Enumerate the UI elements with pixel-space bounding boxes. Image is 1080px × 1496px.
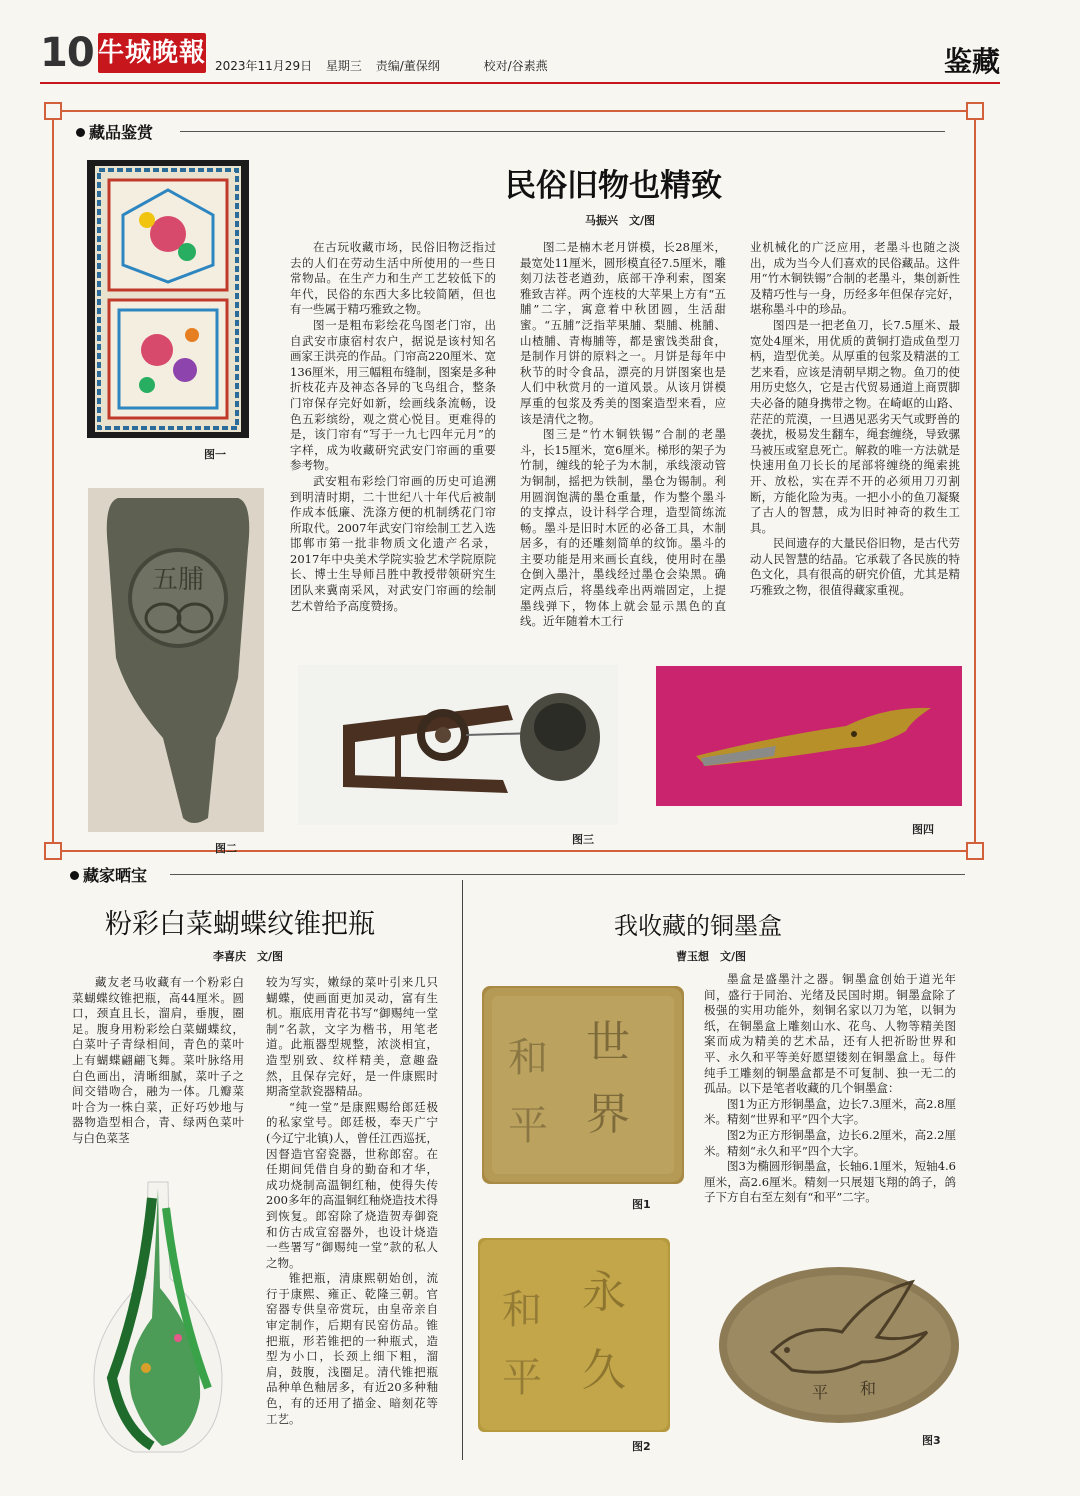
inkbox-2-char-4: 平	[502, 1355, 542, 1401]
article-byline-vase: 李喜庆 文/图	[213, 950, 284, 963]
inkbox-1-char-1: 世	[586, 1017, 630, 1068]
inkbox-3-char-1: 和	[860, 1379, 877, 1398]
caption-inkbox-2: 图2	[632, 1440, 651, 1453]
section-label: 鉴藏	[943, 45, 1000, 78]
inkbox-2-char-2: 久	[582, 1345, 626, 1396]
header-rule	[40, 82, 1000, 84]
bullet-icon	[76, 128, 85, 137]
article-col-2: 图二是楠木老月饼模，长28厘米，最宽处11厘米，圆形模直径7.5厘米，雕刻刀法苍老遒劲，底部干净利索，图案雅致吉祥。两个连枝的大苹果上方有“五脯”二字，寓意着中秋团圆，生活甜蜜。“五脯”泛指苹果脯、梨脯、桃脯、山楂脯、青梅脯等，都是蜜饯类甜食，是制作月饼的原料之一。月饼是每年中秋节的时令食品，漂亮的月饼图案也是人们中秋赏月的一道风景。从该月饼模厚重的包浆及秀美的图案造型来看，应该是清代之物。 图三是“竹木铜铁锡”合制的老墨斗，长15厘米，宽6厘米。梯形的架子为竹制，缠线的轮子为木制，承线滚动管为铜制，摇把为铁制，墨仓为锡制。利用圆润饱满的墨仓重量，作为整个墨斗的支撑点，设计科学合理，造型简练流畅。墨斗是旧时木匠的必备工具，木制居多，有的还雕刻简单的纹饰。墨斗的主要功能是用来画长直线，使用时在墨仓倒入墨汁，墨线经过墨仓会染黑。确定两点后，将墨线牵出两端固定，上提墨线弹下，物体上就会显示黑色的直线。近年随着木工行	[520, 240, 726, 629]
inkbox-2-char-3: 和	[502, 1287, 542, 1333]
section-rule-bottom	[170, 874, 965, 875]
vase-col-2: 较为写实，嫩绿的菜叶引来几只蝴蝶，使画面更加灵动，富有生机。瓶底用青花书写“御赐纯一堂制”名款，文字为楷书，用笔老道。此瓶器型规整，浓淡相宜，造型别致、纹样精美，意趣盎然，且保存完好，是一件康熙时期斋堂款瓷器精品。 “纯一堂”是康熙赐给郎廷极的私家堂号。郎廷极，奉天广宁(今辽宁北镇)人，曾任江西巡抚，因督造官窑瓷器，世称郎窑。在任期间凭借自身的勤奋和才华，成功烧制高温铜红釉，使得失传200多年的高温铜红釉烧造技术得到恢复。郎窑除了烧造贺寿御瓷和仿古成宣窑器外，也设计烧造一些署写“御赐纯一堂”款的私人之物。 锥把瓶，清康熙朝始创，流行于康熙、雍正、乾隆三朝。官窑器专供皇帝赏玩，由皇帝亲自审定制作，后期有民窑仿品。锥把瓶，形若锥把的一种瓶式，造型为小口，长颈上细下粗，溜肩，鼓腹，浅圈足。清代锥把瓶品种单色釉居多，有近20多种釉色，有的还用了描金、暗刻花等工艺。	[266, 975, 438, 1426]
bullet-icon	[70, 871, 79, 880]
caption-inkbox-3: 图3	[922, 1434, 941, 1447]
inkbox-3-char-2: 平	[812, 1383, 829, 1402]
caption-inkbox-1: 图1	[632, 1198, 651, 1211]
svg-text:五脯: 五脯	[151, 565, 205, 595]
caption-fig-2: 图二	[215, 842, 237, 855]
editor-credit: 责编/董保纲	[375, 59, 440, 73]
frame-corner-tl	[44, 102, 62, 120]
inkbox-2-char-1: 永	[582, 1267, 626, 1318]
figure-2-mooncake-mold	[88, 488, 264, 832]
frame-corner-bl	[44, 842, 62, 860]
article-byline-inkbox: 曹玉想 文/图	[676, 950, 747, 963]
masthead-logo: 牛城晚報	[98, 33, 206, 73]
caption-fig-3: 图三	[572, 833, 594, 846]
figure-inkbox-1	[482, 986, 684, 1184]
inkbox-col: 墨盒是盛墨汁之器。铜墨盒创始于道光年间，盛行于同治、光绪及民国时期。铜墨盒除了极强的实用功能外，刻铜名家以刀为笔，以铜为纸，在铜墨盒上雕刻山水、花鸟、人物等精美图案而成为精美的艺术品，还有人把祈盼世界和平、永久和平等美好愿望镂刻在铜墨盒上。每件纯手工雕刻的铜墨盒都是不可复制、独一无二的孤品。以下是笔者收藏的几个铜墨盒： 图1为正方形铜墨盒，边长7.3厘米，高2.8厘米。精刻“世界和平”四个大字。 图2为正方形铜墨盒，边长6.2厘米，高2.2厘米。精刻“永久和平”四个大字。 图3为椭圆形铜墨盒，长轴6.1厘米，短轴4.6厘米，高2.6厘米。精刻一只展翅飞翔的鸽子，鸽子下方自右至左刻有“和平”二字。	[704, 972, 956, 1205]
article-title-inkbox: 我收藏的铜墨盒	[614, 912, 782, 940]
issue-date: 2023年11月29日	[215, 59, 313, 73]
section-head-collection: 藏品鉴赏	[70, 120, 159, 143]
issue-weekday: 星期三	[325, 59, 362, 73]
caption-fig-1: 图一	[204, 448, 226, 461]
frame-corner-tr	[966, 102, 984, 120]
article-title-vase: 粉彩白菜蝴蝶纹锥把瓶	[105, 909, 375, 940]
vase-col-1: 藏友老马收藏有一个粉彩白菜蝴蝶纹锥把瓶，高44厘米。圆口，颈直且长，溜肩，垂腹，圈足。腹身用粉彩绘白菜蝴蝶纹，白菜叶子青绿相间，青色的菜叶上有蝴蝶翩翩飞舞。菜叶脉络用白色画出，清晰细腻，菜叶子之间交错吻合，融为一体。几瓣菜叶合为一株白菜，正好巧妙地与器物造型相合，青、绿两色菜叶与白色菜茎	[72, 975, 244, 1145]
section-head-showcase: 藏家晒宝	[64, 863, 153, 886]
column-divider	[462, 880, 463, 1460]
figure-3-ink-marker	[298, 665, 618, 825]
article-byline-main: 马振兴 文/图	[585, 214, 656, 227]
section-rule-top	[180, 131, 945, 132]
article-col-3: 业机械化的广泛应用，老墨斗也随之淡出，成为当今人们喜欢的民俗藏品。这件用“竹木铜铁锡”合制的老墨斗，集创新性及精巧性与一身，历经多年但保存完好，堪称墨斗中的珍品。 图四是一把老鱼刀，长7.5厘米、最宽处4厘米，用优质的黄铜打造成鱼型刀柄，造型优美。从厚重的包浆及精湛的工艺来看，应该是清朝早期之物。鱼刀的使用历史悠久，它是古代贸易通道上商贾脚夫必备的随身携带之物。在崎岖的山路、茫茫的荒漠，一旦遇见恶劣天气或野兽的袭扰，极易发生翻车，绳套缠绕，导致骡马被压或窒息死亡。解救的唯一方法就是快速用鱼刀长长的尾部将缠绕的绳索挑开、放松，实在弄不开的必须用刀刃割断，方能化险为夷。一把小小的鱼刀凝聚了古人的智慧，成为旧时神奇的救生工具。 民间遗存的大量民俗旧物，是古代劳动人民智慧的结晶。它承载了各民族的特色文化，具有很高的研究价值，尤其是精巧雅致之物，很值得藏家重视。	[750, 240, 960, 598]
figure-inkbox-3	[712, 1262, 966, 1428]
article-title-main: 民俗旧物也精致	[505, 168, 722, 204]
figure-inkbox-2	[478, 1238, 670, 1432]
inkbox-1-char-4: 平	[508, 1103, 548, 1149]
inkbox-1-char-2: 界	[586, 1089, 630, 1140]
page-number: 10	[40, 30, 94, 76]
header-meta	[215, 57, 558, 74]
figure-vase	[82, 1178, 234, 1460]
proofreader-credit: 校对/谷素燕	[483, 59, 548, 73]
inkbox-1-char-3: 和	[508, 1035, 548, 1081]
figure-4-fish-knife	[656, 666, 962, 806]
figure-1-curtain	[87, 160, 249, 438]
caption-fig-4: 图四	[912, 823, 934, 836]
article-col-1: 在古玩收藏市场，民俗旧物泛指过去的人们在劳动生活中所使用的一些日常物品。在生产力和生产工艺较低下的年代，民俗的东西大多比较简陋，但也有一些属于精巧雅致之物。 图一是粗布彩绘花鸟图老门帘，出自武安市康宿村农户，据说是该村知名画家王洪亮的作品。门帘高220厘米、宽136厘米，用三幅粗布缝制，图案是多种折枝花卉及神态各异的飞鸟组合，整条门帘保存完好如新，绘画线条流畅，设色五彩缤纷，观之赏心悦目。更难得的是，该门帘有“写于一九七四年元月”的字样，成为收藏研究武安门帘画的重要参考物。 武安粗布彩绘门帘画的历史可追溯到明清时期，二十世纪八十年代后被制作成本低廉、洗涤方便的机制绣花门帘所取代。2007年武安门帘绘制工艺入选邯郸市第一批非物质文化遗产名录，2017年中央美术学院实验艺术学院原院长、博士生导师吕胜中教授带领研究生团队来冀南采风，对武安门帘画的绘制艺术曾给予高度赞扬。	[290, 240, 496, 613]
frame-corner-br	[966, 842, 984, 860]
